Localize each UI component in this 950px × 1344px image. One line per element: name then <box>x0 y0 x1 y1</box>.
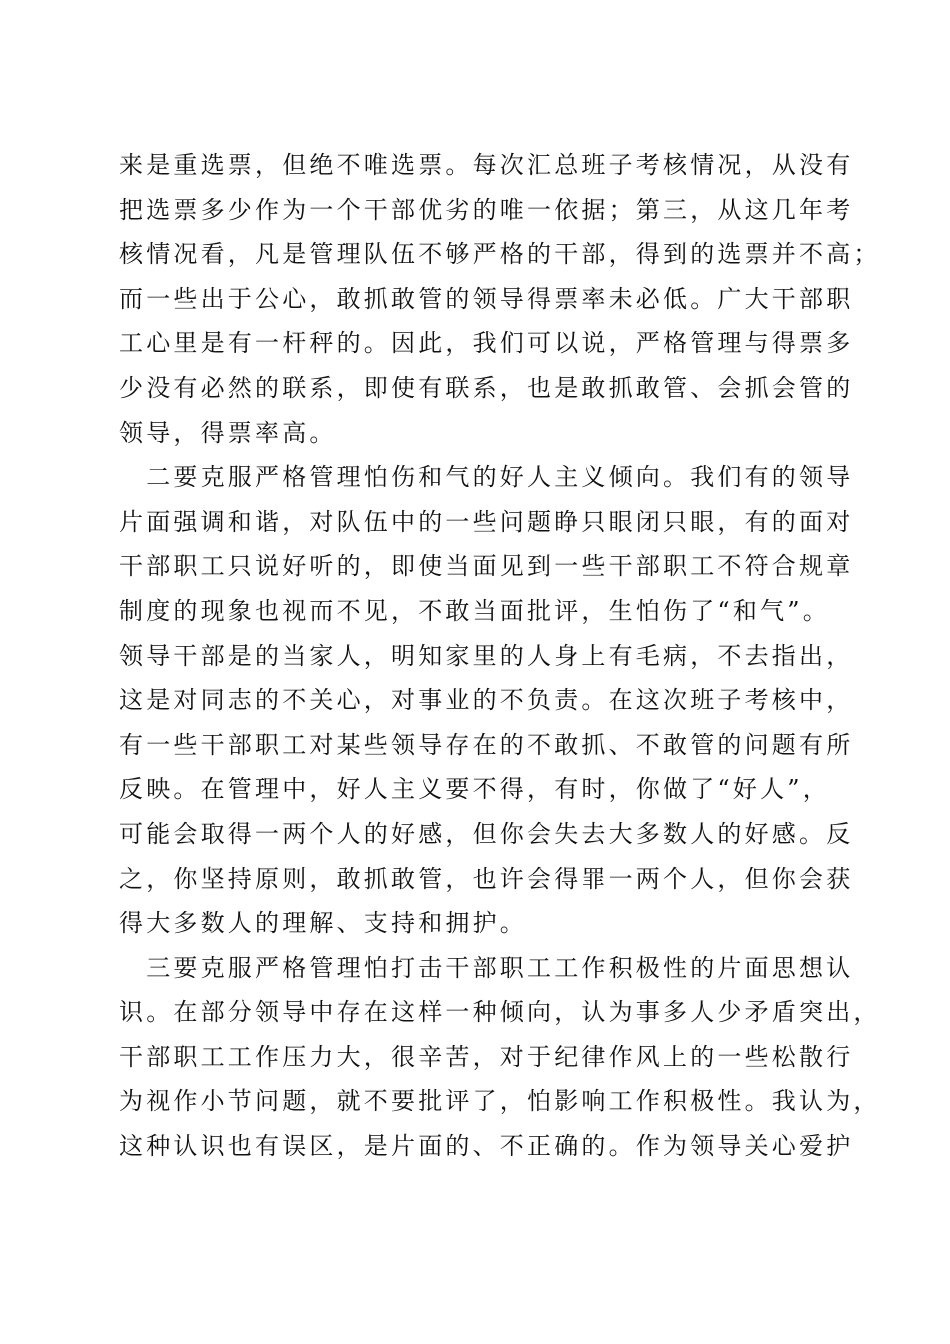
body-text <box>119 143 881 1169</box>
text-line: 制度的现象也视而不见，不敢当面批评，生怕伤了“和气”。 <box>119 596 830 625</box>
text-line: 反映。在管理中，好人主义要不得，有时，你做了“好人”， <box>119 775 830 804</box>
text-line: 干部职工工作压力大，很辛苦，对于纪律作风上的一些松散行 <box>119 1042 854 1071</box>
text-line: 这是对同志的不关心，对事业的不负责。在这次班子考核中， <box>119 686 854 715</box>
text-line: 领导，得票率高。 <box>119 418 337 447</box>
text-line: 这种认识也有误区，是片面的、不正确的。作为领导关心爱护 <box>119 1132 854 1161</box>
paragraph-start-line: 二要克服严格管理怕伤和气的好人主义倾向。我们有的领导 <box>119 463 854 492</box>
text-line: 而一些出于公心，敢抓敢管的领导得票率未必低。广大干部职 <box>119 284 854 313</box>
text-line: 少没有必然的联系，即使有联系，也是敢抓敢管、会抓会管的 <box>119 373 854 402</box>
text-line: 得大多数人的理解、支持和拥护。 <box>119 909 527 938</box>
text-line: 核情况看，凡是管理队伍不够严格的干部，得到的选票并不高； <box>119 240 881 269</box>
text-line: 可能会取得一两个人的好感，但你会失去大多数人的好感。反 <box>119 819 854 848</box>
text-line: 片面强调和谐，对队伍中的一些问题睁只眼闭只眼，有的面对 <box>119 507 854 536</box>
text-line: 有一些干部职工对某些领导存在的不敢抓、不敢管的问题有所 <box>119 730 854 759</box>
text-line: 为视作小节问题，就不要批评了，怕影响工作积极性。我认为， <box>119 1087 881 1116</box>
text-line: 识。在部分领导中存在这样一种倾向，认为事多人少矛盾突出， <box>119 998 881 1027</box>
text-line: 领导干部是的当家人，明知家里的人身上有毛病，不去指出， <box>119 641 854 670</box>
text-line: 来是重选票，但绝不唯选票。每次汇总班子考核情况，从没有 <box>119 151 854 179</box>
text-line: 把选票多少作为一个干部优劣的唯一依据；第三，从这几年考 <box>119 195 854 224</box>
text-line: 干部职工只说好听的，即使当面见到一些干部职工不符合规章 <box>119 552 854 581</box>
text-line: 之，你坚持原则，敢抓敢管，也许会得罪一两个人，但你会获 <box>119 864 854 893</box>
paragraph-start-line: 三要克服严格管理怕打击干部职工工作积极性的片面思想认 <box>119 953 854 982</box>
text-line: 工心里是有一杆秤的。因此，我们可以说，严格管理与得票多 <box>119 329 854 358</box>
